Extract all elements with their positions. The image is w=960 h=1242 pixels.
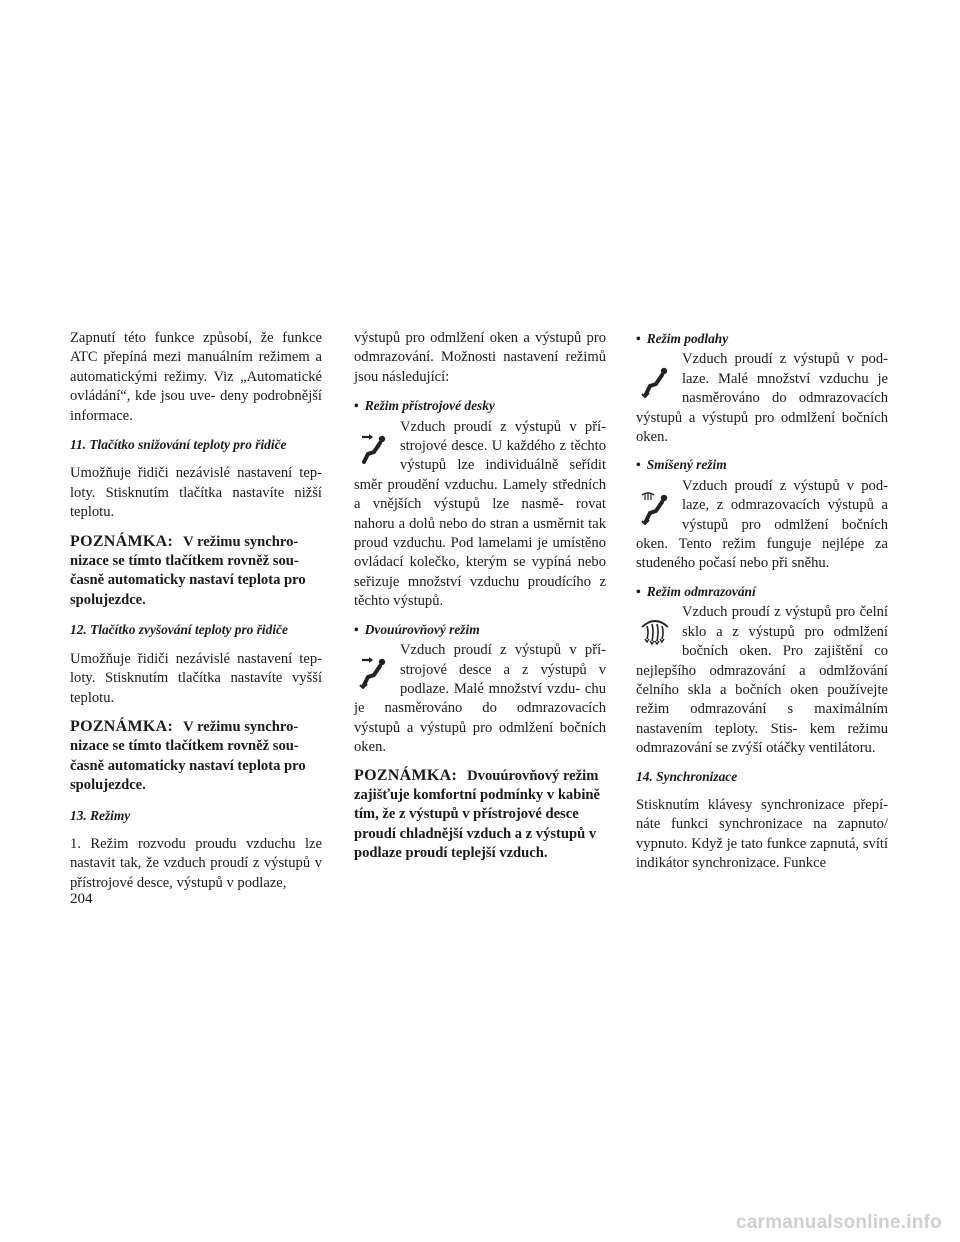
paragraph: Umožňuje řidiči nezávislé nastavení tep- loty. Stisknutím tlačítka nastavíte nižší teplotu. [70,465,322,521]
note [70,717,322,796]
section-heading-13: 13. Režimy [70,807,131,823]
mode-title: Režim přístrojové desky [364,398,495,414]
bullet-title: • Dvouúrovňový režim [354,621,480,637]
note [354,766,606,864]
note-text: Dvouúrovňový režim zajišťuje komfortní podmínky v kabině tím, že z výstupů v přístrojové desce proudí chladnější vzduch a z výstupů v podlaze proudí teplejší vzduch. [354,767,600,862]
paragraph: výstupů pro odmlžení oken a výstupů pro odmrazování. Možnosti nastavení režimů jsou následující: [354,330,606,385]
mix-mode-icon [636,477,680,533]
mode-item-defrost [636,603,888,758]
mode-item-bilevel [354,641,606,757]
page-number: 204 [70,891,93,907]
bullet-title: • Smíšený režim [636,457,727,473]
mode-text: Vzduch proudí z výstupů pro čelní sklo a z výstupů pro odmlžení bočních oken. Pro zajištění co nejlepšího odmrazování a odmlžování čelního skla a bočních oken používejte režim odmrazování s maximálním nastavením teploty. Stis- kem režimu odmrazování se zvýší otáčky ventilátoru. [636,604,888,757]
note-text: V režimu synchro- nizace se tímto tlačítkem rovněž sou- časně automaticky nastaví teplota pro spolujezdce. [70,718,306,794]
mode-item-mix [636,477,888,574]
mode-item-floor [636,350,888,447]
paragraph: Umožňuje řidiči nezávislé nastavení tep- loty. Stisknutím tlačítka nastavíte vyšší teplotu. [70,650,322,706]
watermark-logo: carmanualsonline.info [736,1212,942,1233]
mode-text: Vzduch proudí z výstupů v pří- strojové desce a z výstupů v podlaze. Malé množství vzdu- chu je nasměrováno do odmrazovacích výstupů a výstupů pro odmlžení bočních oken. [354,642,606,756]
mode-title: Režim odmrazování [646,583,756,599]
section-heading-14: 14. Synchronizace [636,768,738,784]
bullet-title: • Režim přístrojové desky [354,398,495,414]
note-label: POZNÁMKA: [354,766,458,784]
mode-title: Režim podlahy [646,331,729,346]
mode-title: Dvouúrovňový režim [364,621,480,637]
section-heading-11: 11. Tlačítko snižování teploty pro řidiče [70,437,287,453]
panel-mode-icon [354,418,398,474]
column-right [636,329,888,883]
paragraph: Stisknutím klávesy synchronizace přepí- náte funkci synchronizace na zapnuto/ vypnuto. Když je tato funkce zapnutá, svítí indikátor synchronizace. Funkce [636,796,888,872]
mode-title: Smíšený režim [646,457,727,473]
bullet-title: • Režim odmrazování [636,583,756,599]
section-heading-12: 12. Tlačítko zvyšování teploty pro řidiče [70,622,288,638]
column-left [70,329,322,902]
note [70,532,322,611]
bullet-title: • Režim podlahy [636,331,729,346]
mode-item-panel [354,418,606,612]
note-label: POZNÁMKA: [70,532,174,550]
paragraph: 1. Režim rozvodu proudu vzduchu lze nastavit tak, že vzduch proudí z výstupů v přístrojové desce, výstupů v podlaze, [70,835,322,891]
paragraph: Zapnutí této funkce způsobí, že funkce ATC přepíná mezi manuálním režimem a automatickými režimy. Viz „Automatické ovládání“, kde jsou uve- deny podrobnější informace. [70,330,322,424]
defrost-mode-icon [636,603,680,659]
mode-text: Vzduch proudí z výstupů v pod- laze. Malé množství vzduchu je nasměrováno do odmrazovacích výstupů a výstupů pro odmlžení bočních oken. [636,351,888,446]
column-middle [354,329,606,874]
note-text: V režimu synchro- nizace se tímto tlačítkem rovněž sou- časně automaticky nastaví teplota pro spolujezdce. [70,533,306,608]
bilevel-mode-icon [354,641,398,697]
mode-text: Vzduch proudí z výstupů v pod- laze, z odmrazovacích výstupů a výstupů pro odmlžení bočních oken. Tento režim funguje nejlépe za studeného počasí nebo při sněhu. [636,477,888,572]
floor-mode-icon [636,350,680,406]
note-label: POZNÁMKA: [70,717,174,735]
mode-text: Vzduch proudí z výstupů v pří- strojové desce. U každého z těchto výstupů lze individuálně seřídit směr proudění vzduchu. Lamely středních a vnějších výstupů lze nasmě- rovat nahoru a dolů nebo do stran a usměrnit tak proud vzduchu. Pod lamelami je umístěno ovládací kolečko, kterým se vypíná nebo seřizuje množství vzduchu proudícího z těchto výstupů. [354,418,606,610]
